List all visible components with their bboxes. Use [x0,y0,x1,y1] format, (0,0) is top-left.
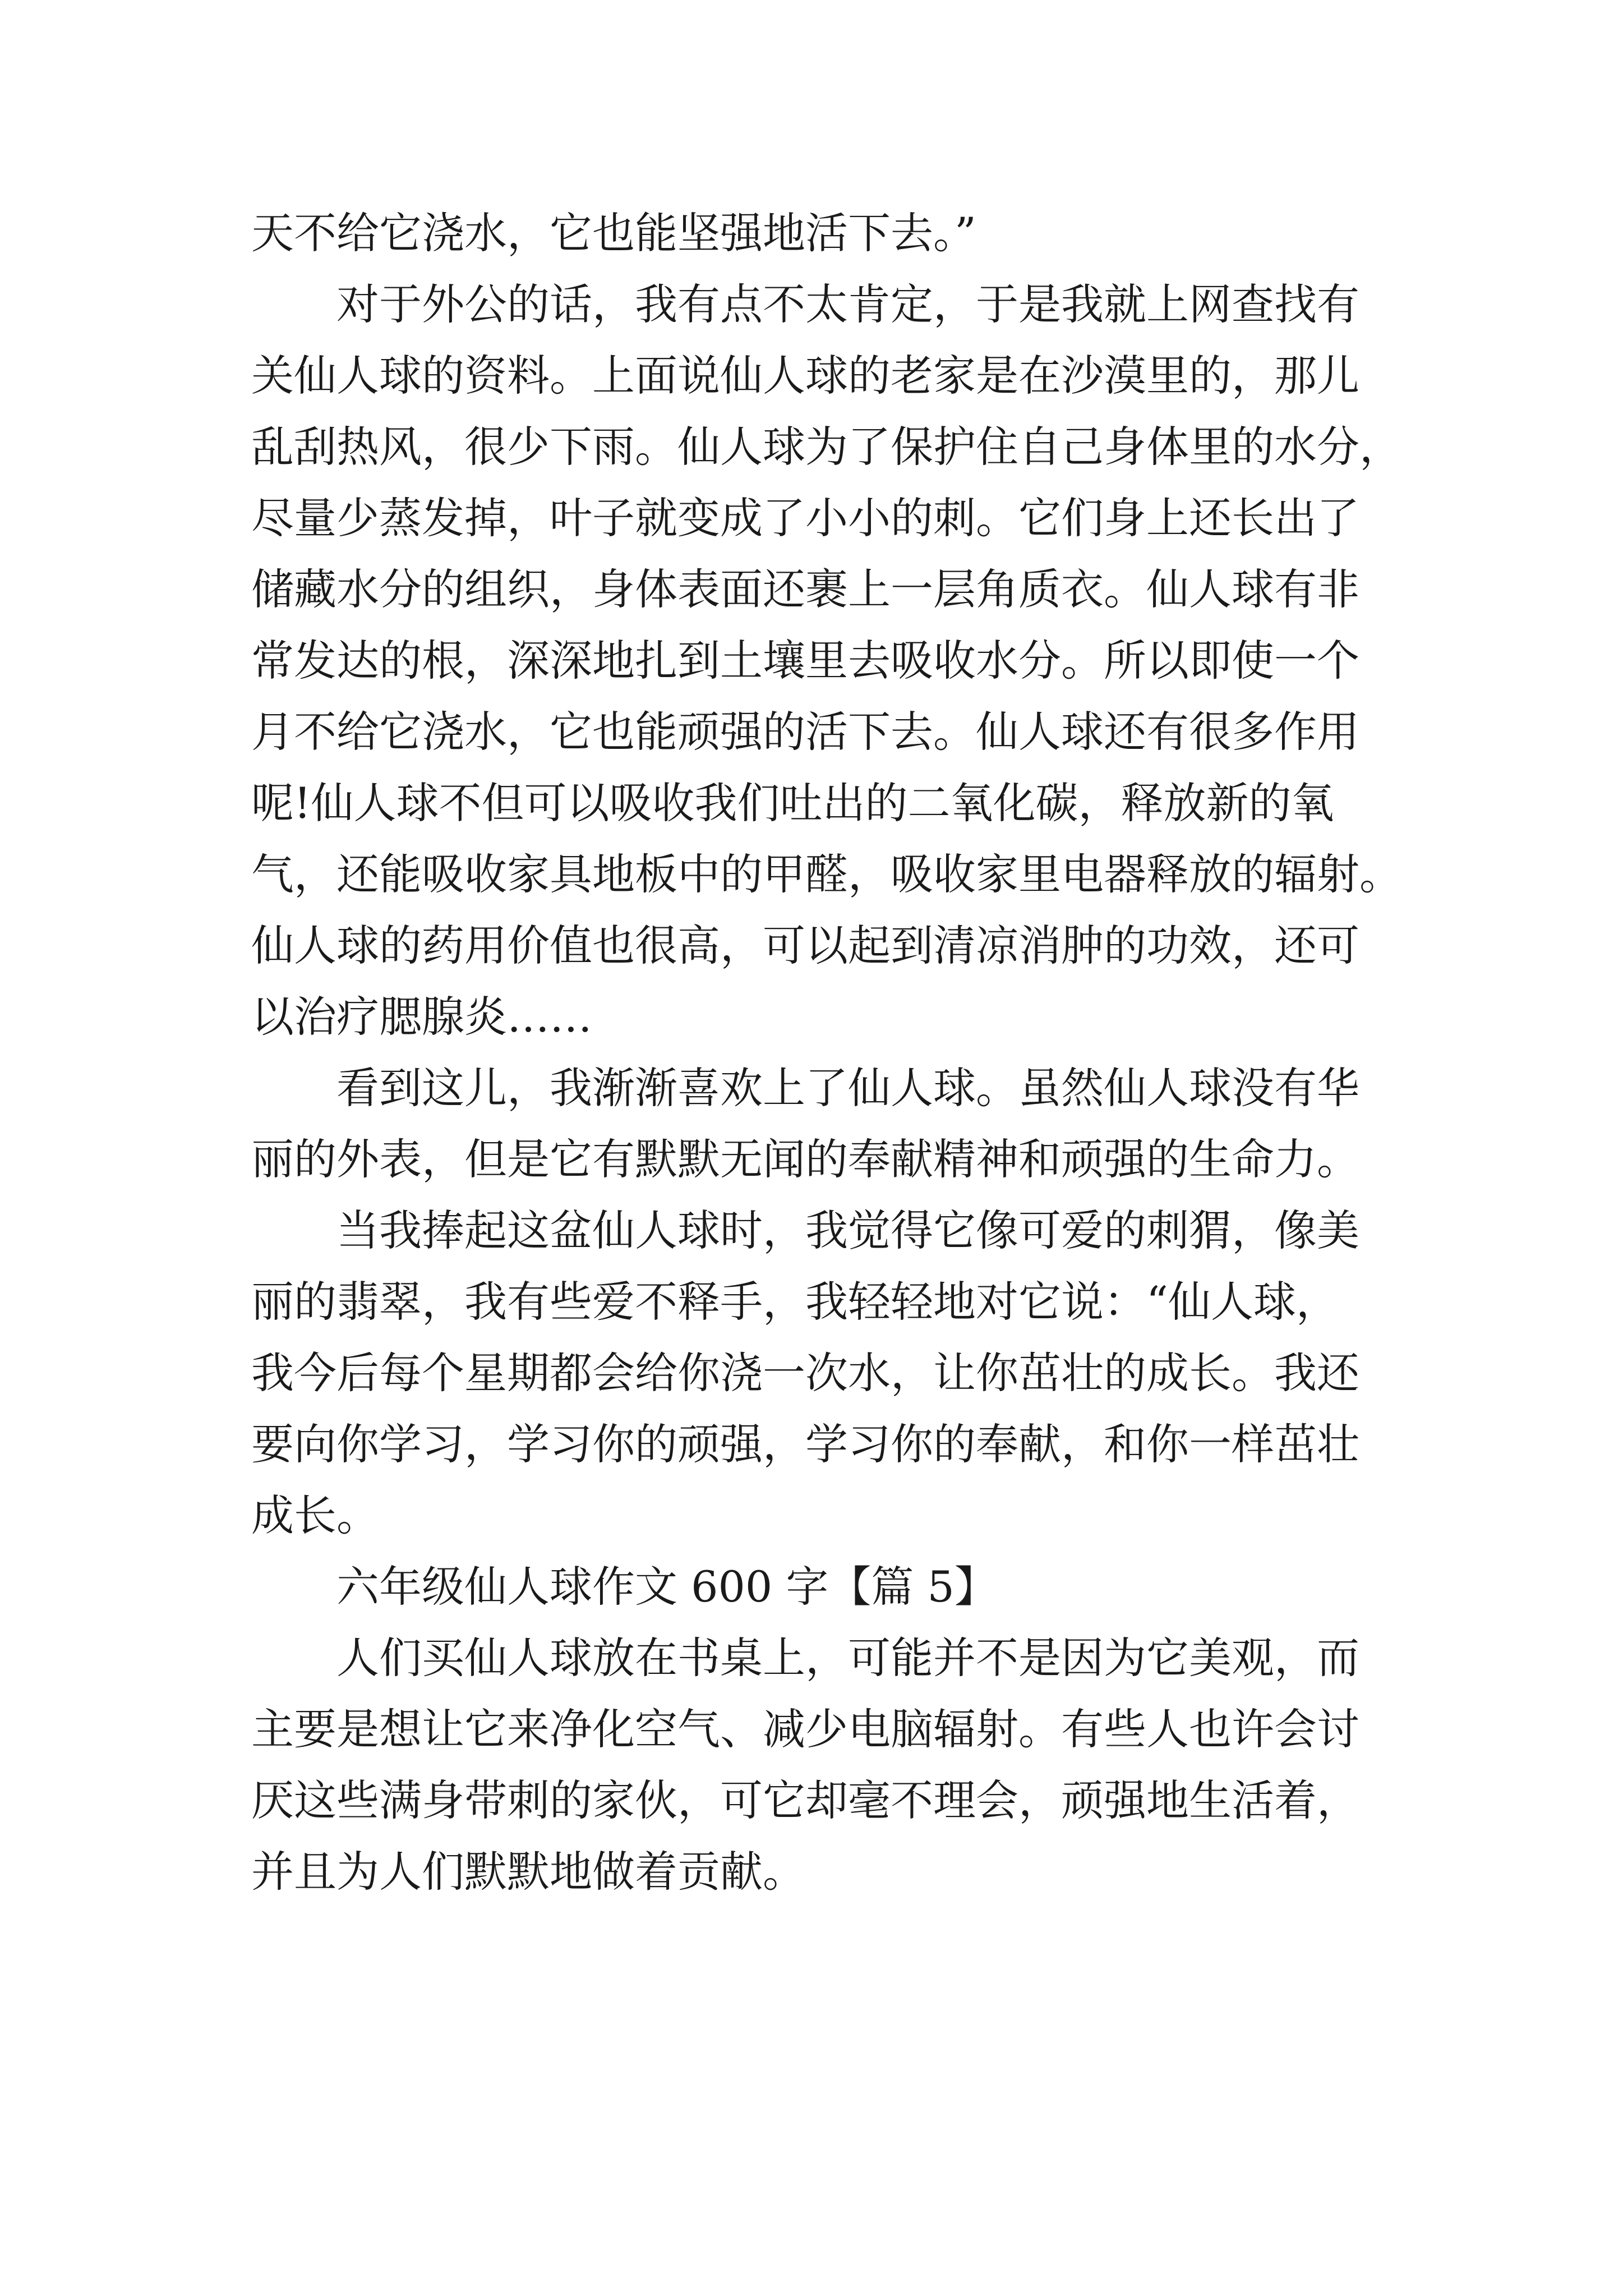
document-body [251,197,1402,1907]
text-line: 关仙人球的资料。上面说仙人球的老家是在沙漠里的，那儿 [251,351,1359,401]
text-line: 并且为人们默默地做着贡献。 [251,1847,805,1897]
text-line: 以治疗腮腺炎…… [251,992,592,1042]
text-line: 气，还能吸收家具地板中的甲醛，吸收家里电器释放的辐射。 [251,849,1402,899]
section-heading: 六年级仙人球作文 600 字【篇 5】 [336,1562,997,1612]
text-line: 丽的翡翠，我有些爱不释手，我轻轻地对它说：“仙人球， [251,1277,1339,1327]
text-line: 成长。 [251,1490,379,1540]
text-line: 丽的外表，但是它有默默无闻的奉献精神和顽强的生命力。 [251,1134,1359,1184]
paragraph-start-line: 人们买仙人球放在书桌上，可能并不是因为它美观，而 [336,1633,1359,1683]
text-line: 天不给它浇水，它也能坚强地活下去。” [251,208,976,258]
paragraph-start-line: 当我捧起这盆仙人球时，我觉得它像可爱的刺猬，像美 [336,1205,1359,1255]
paragraph-start-line: 看到这儿，我渐渐喜欢上了仙人球。虽然仙人球没有华 [336,1063,1359,1113]
text-line: 要向你学习，学习你的顽强，学习你的奉献，和你一样茁壮 [251,1419,1359,1469]
text-line: 主要是想让它来净化空气、减少电脑辐射。有些人也许会讨 [251,1704,1359,1754]
text-line: 我今后每个星期都会给你浇一次水，让你茁壮的成长。我还 [251,1348,1359,1398]
paragraph-start-line: 对于外公的话，我有点不太肯定，于是我就上网查找有 [336,279,1359,329]
text-line: 尽量少蒸发掉，叶子就变成了小小的刺。它们身上还长出了 [251,493,1359,543]
text-line: 乱刮热风，很少下雨。仙人球为了保护住自己身体里的水分， [251,422,1402,472]
text-line: 呢!仙人球不但可以吸收我们吐出的二氧化碳，释放新的氧 [251,778,1334,828]
text-line: 储藏水分的组织，身体表面还裹上一层角质衣。仙人球有非 [251,564,1359,614]
text-line: 仙人球的药用价值也很高，可以起到清凉消肿的功效，还可 [251,921,1359,970]
text-line: 月不给它浇水，它也能顽强的活下去。仙人球还有很多作用 [251,707,1359,757]
text-line: 厌这些满身带刺的家伙，可它却毫不理会，顽强地生活着， [251,1775,1359,1825]
text-line: 常发达的根，深深地扎到土壤里去吸收水分。所以即使一个 [251,636,1359,685]
